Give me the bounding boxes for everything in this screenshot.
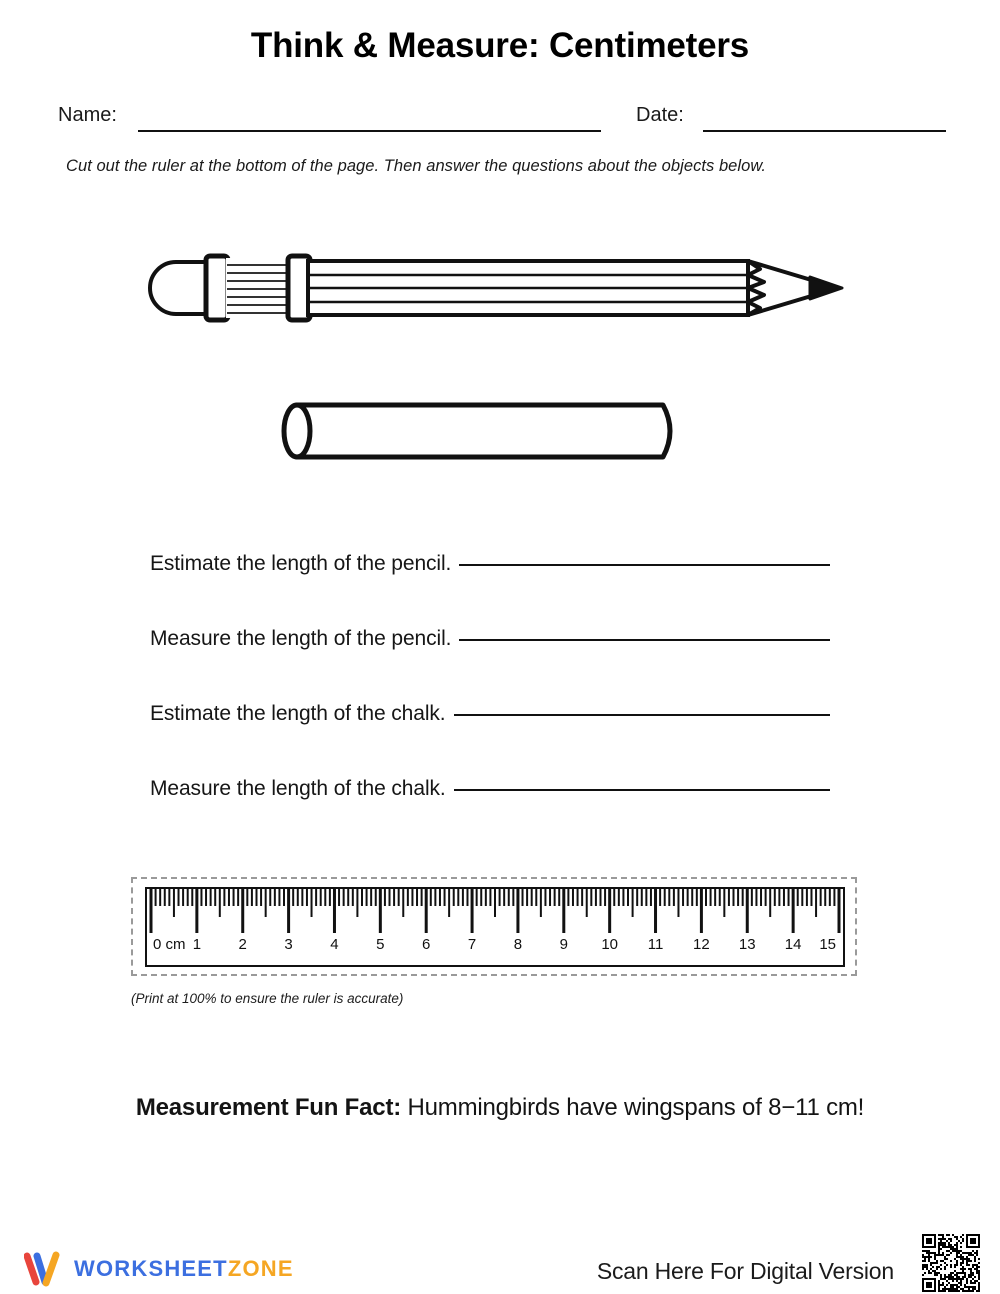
answer-blank[interactable] — [459, 564, 830, 566]
ruler-scale — [145, 887, 845, 967]
svg-text:2: 2 — [238, 936, 247, 953]
question-text: Estimate the length of the pencil. — [150, 552, 452, 575]
svg-text:10: 10 — [601, 936, 619, 953]
fun-fact-text: Hummingbirds have wingspans of 8−11 cm! — [401, 1094, 865, 1121]
svg-text:1: 1 — [192, 936, 202, 953]
svg-text:12: 12 — [693, 936, 710, 953]
svg-text:8: 8 — [513, 936, 523, 953]
question-row — [150, 777, 850, 852]
svg-text:7: 7 — [467, 936, 477, 953]
logo-word-worksheet: WORKSHEET — [74, 1256, 228, 1281]
logo-text — [74, 1256, 294, 1282]
svg-text:13: 13 — [738, 936, 756, 953]
chalk-illustration — [275, 392, 687, 470]
logo-word-zone: ZONE — [227, 1256, 294, 1281]
svg-text:3: 3 — [284, 936, 293, 953]
date-input-line[interactable] — [703, 130, 946, 132]
instruction-text: Cut out the ruler at the bottom of the page. Then answer the questions about the objects below. — [66, 157, 767, 175]
svg-text:6: 6 — [422, 936, 431, 953]
date-label: Date: — [636, 104, 684, 126]
svg-text:14: 14 — [784, 936, 802, 953]
qr-code[interactable] — [922, 1234, 980, 1292]
svg-text:5: 5 — [376, 936, 385, 953]
answer-blank[interactable] — [459, 639, 830, 641]
questions-list — [150, 552, 850, 852]
answer-blank[interactable] — [454, 714, 830, 716]
name-date-row — [58, 104, 948, 134]
answer-blank[interactable] — [454, 789, 830, 791]
scan-here-text: Scan Here For Digital Version — [596, 1258, 894, 1284]
question-text: Measure the length of the pencil. — [150, 627, 452, 650]
name-input-line[interactable] — [138, 130, 601, 132]
svg-text:4: 4 — [330, 936, 339, 953]
pencil-illustration — [148, 248, 848, 328]
worksheet-zone-logo[interactable] — [24, 1248, 294, 1290]
svg-text:11: 11 — [647, 936, 664, 953]
page-title: Think & Measure: Centimeters — [250, 26, 750, 65]
question-text: Measure the length of the chalk. — [150, 777, 446, 800]
fun-fact-label: Measurement Fun Fact: — [135, 1094, 402, 1121]
question-row — [150, 702, 850, 777]
logo-w-icon — [24, 1249, 68, 1289]
svg-text:15: 15 — [819, 936, 836, 953]
svg-text:9: 9 — [559, 936, 568, 953]
fun-fact — [0, 1094, 1000, 1122]
name-label: Name: — [58, 104, 117, 126]
question-row — [150, 627, 850, 702]
question-text: Estimate the length of the chalk. — [150, 702, 446, 725]
question-row — [150, 552, 850, 627]
print-scale-note: (Print at 100% to ensure the ruler is accurate) — [131, 991, 404, 1006]
svg-text:0 cm: 0 cm — [153, 936, 186, 953]
